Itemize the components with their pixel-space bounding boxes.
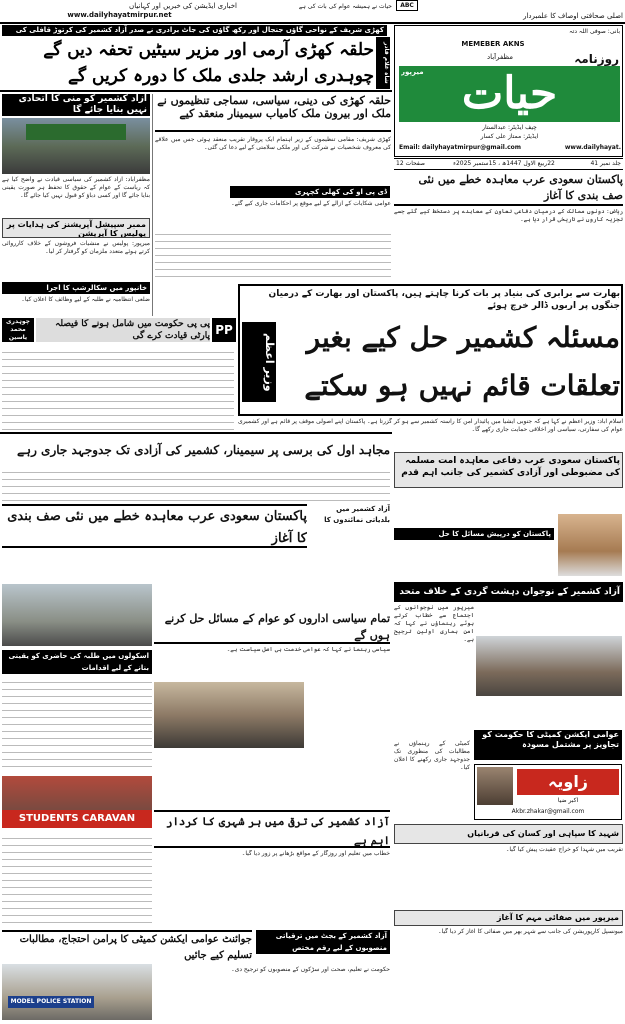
masthead-email[interactable]: Email: dailyhayatmirpur@gmail.com: [399, 144, 522, 151]
lead-kicker: بھارت سے برابری کی بنیاد پر بات کرنا چاہتے ہیں، پاکستان اور بھارت کے درمیان جنگوں پر اربوں ڈالر خرچ ہوئے: [268, 289, 620, 311]
abc-badge: ABC: [396, 0, 418, 11]
students-caravan-banner: STUDENTS CARAVAN: [2, 810, 152, 828]
banner-headline: حلقہ کھڑی آرمی اور مزیر سیٹیں تحفہ دیں گے چوہدری ارشد جلدی ملک کا دورہ کریں گے: [43, 40, 374, 86]
protest-photo: [2, 776, 152, 810]
police-station-photo: [2, 964, 152, 1020]
zavia-box: [474, 764, 622, 820]
left-story-2-headline: ممبر سپیشل آپریشنز کی ہدایات پر پولیس کا آپریشن: [2, 218, 150, 238]
right-story-3-headline: عوامی ایکشن کمیٹی کا حکومت کو تجاویز پر مشتمل مسودہ: [474, 730, 622, 760]
author-photo: [477, 767, 513, 805]
center-filler: [155, 228, 391, 280]
divider: [0, 432, 392, 434]
right-story-4-headline: شہید کا سپاہی اور کسان کی قربانیاں: [394, 824, 623, 844]
lead-story: [238, 284, 623, 416]
mid-lower-1-headline: تمام سیاسی اداروں کو عوام کے مسائل حل کرنے ہوں گے: [154, 610, 390, 644]
top-notice-left: اخباری ایڈیشن کی خبریں اور کہانیاں: [129, 2, 237, 10]
zavia-author: اکبر ضیا: [557, 797, 579, 804]
masthead-city2: مظفرآباد: [486, 53, 514, 61]
lead-headline-1: مسئلہ کشمیر حل کیے بغیر: [306, 321, 620, 354]
masthead-title-block: [399, 66, 620, 122]
dateline-date: 22ربیع الاول 1447ھ ، 15ستمبر 2025ء: [453, 160, 555, 167]
top-notice-middle: حیات نے ہمیشہ عوام کی بات کی ہے: [298, 3, 392, 10]
left-story-1-headline: آزاد کشمیر کو منی کا اتحادی نہیں بنایا جائے گا: [2, 94, 150, 116]
banner-side-tag: شاہ غلام قادر: [376, 37, 390, 89]
school-headline: اسکولوں میں طلبہ کی حاضری کو یقینی بنانے کے لیے اقدامات: [2, 650, 152, 674]
dateline-issue: جلد نمبر 41: [590, 160, 621, 167]
masthead-city: میرپور: [401, 68, 424, 76]
center-story-2-headline: ڈی پی او کی کھلی کچہری: [230, 186, 390, 198]
top-notice-right: اصلی صحافتی اوصاف کا علمبردار: [523, 12, 623, 20]
divider: [152, 94, 153, 316]
bottom-story-2-headline: میرپور میں صفائی مہم کا آغاز: [394, 910, 623, 926]
meeting-photo: [2, 118, 150, 174]
left-story-1-body: مظفرآباد: آزاد کشمیر کی سیاسی قیادت نے واضح کیا ہے کہ ریاست کے عوام کے حقوق کا تحفظ ہر صورت یقینی بنایا جائے گا اور کسی دباؤ کو قبول نہیں کیا جائے گا۔: [2, 176, 150, 199]
masthead-chief-editor: چیف ایڈیٹر: عبدالستار: [482, 124, 537, 131]
masthead-roznama: روزنامہ: [574, 52, 619, 66]
lower-left-headline: جوائنٹ عوامی ایکشن کمیٹی کا پرامن احتجاج، مطالبات تسلیم کیے جائیں: [2, 930, 252, 962]
divider: [0, 90, 392, 92]
crowd-photo: [476, 636, 622, 696]
mid-note-2: پاکستان کو درپیش مسائل کا حل: [394, 528, 554, 540]
masthead-web[interactable]: www.dailyhayat.: [564, 144, 621, 151]
center-story-1-headline: حلقہ کھڑی کی دینی، سیاسی، سماجی تنظیموں نے ملک اور بیرون ملک کامیاب سیمینار منعقد کیے: [155, 94, 391, 132]
top-url[interactable]: www.dailyhayatmirpur.net: [67, 11, 172, 19]
dateline: [394, 158, 623, 170]
bottom-story-1-body: حکومت نے تعلیم، صحت اور سڑکوں کے منصوبوں کو ترجیح دی۔: [231, 966, 390, 973]
left-story-3-headline: خانپور میں سکالرشپ کا اجرا: [2, 282, 150, 294]
lead-headline-2: تعلقات قائم نہیں ہو سکتے: [304, 369, 620, 402]
center-story-2-body: عوامی شکایات کے ازالے کے لیے موقع پر احکامات جاری کیے گئے۔: [231, 200, 391, 207]
left-story-3-body: ضلعی انتظامیہ نے طلبہ کے لیے وظائف کا اعلان کیا۔: [21, 296, 150, 303]
masthead: [394, 25, 623, 157]
banner-cloth: [26, 124, 126, 140]
left-story-2-body: میرپور: پولیس نے منشیات فروشوں کے خلاف کارروائی کرتے ہوئے متعدد ملزمان کو گرفتار کر لیا۔: [2, 240, 150, 255]
saudi-banner: پاکستان سعودی عرب دفاعی معاہدہ امت مسلمہ کی مضبوطی اور آزادی کشمیر کی جانب اہم قدم: [394, 452, 623, 488]
dateline-pages: صفحات 12: [396, 160, 426, 167]
pp-side: چوہدری محمد یاسین: [2, 318, 34, 342]
banner-kicker: کھڑی شریف کے نواحی گاؤں جنجال اور رکھ گاؤں کی جاٹ برادری نے صدر آزاد کشمیر کی کرتوڑ قافلی کی: [2, 25, 387, 36]
pp-headline: پی پی حکومت میں شامل ہونے کا فیصلہ پارٹی قیادت کرے گی: [36, 318, 210, 342]
lead-body: اسلام آباد: وزیر اعظم نے کہا ہے کہ جنوبی ایشیا میں پائیدار امن کا راستہ کشمیر سے ہو کر گزرتا ہے۔ پاکستان اپنے اصولی موقف پر قائم ہے اور کشمیری عوام کی سفارتی، سیاسی اور اخلاقی حمایت جاری رکھے گا۔: [238, 418, 623, 433]
mid-lower-2-headline: آزاد کشمیر کی ترقی میں ہر شہری کا کردار اہم ہے: [154, 810, 390, 848]
zavia-email[interactable]: Akbr.zhakar@gmail.com: [511, 808, 585, 815]
left-filler-3: [2, 676, 152, 772]
masthead-title: حیات: [461, 68, 558, 119]
right-story-3-body: کمیٹی کے رہنماؤں نے مطالبات کی منظوری تک جدوجہد جاری رکھنے کا اعلان کیا۔: [394, 740, 470, 771]
left-headline-2: مجاہد اول کی برسی پر سیمینار، کشمیر کی آزادی تک جدوجہد جاری رہے: [17, 443, 390, 457]
left-filler: [2, 346, 234, 430]
right-story-2-body: میرپور میں نوجوانوں کے اجتماع سے خطاب کرتے ہوئے رہنماؤں نے کہا کہ امن ہماری اولین ترجیح ہے۔: [394, 604, 474, 643]
mid-lower-2-body: خطاب میں تعلیم اور روزگار کے مواقع بڑھانے پر زور دیا گیا۔: [241, 850, 390, 857]
center-story-1-body: کھڑی شریف: مقامی تنظیموں کے زیر اہتمام ایک پروقار تقریب منعقد ہوئی جس میں علاقے کی معروف شخصیات نے شرکت کی اور ملکی سلامتی کے لیے دعا کی گئی۔: [155, 136, 391, 151]
mid-lower-1-body: سیاسی رہنما نے کہا کہ عوامی خدمت ہی اصل سیاست ہے۔: [226, 646, 390, 653]
lead-tag: وزیر اعظم: [242, 322, 276, 402]
right-story-1-headline: پاکستان سعودی عرب معاہدہ خطے میں نئی صف بندی کا آغاز: [394, 172, 623, 206]
pp-tag: PP: [212, 318, 236, 342]
masthead-editor: ایڈیٹر: ممتاز علی کسار: [480, 133, 539, 140]
bottom-story-2-body: میونسپل کارپوریشن کی جانب سے شہر بھر میں صفائی کا آغاز کر دیا گیا۔: [437, 928, 623, 935]
top-rule: [0, 22, 625, 24]
police-station-sign: MODEL POLICE STATION: [8, 996, 94, 1008]
masthead-member: MEMEBER AKNS: [461, 40, 525, 48]
right-story-4-body: تقریب میں شہدا کو خراج عقیدت پیش کیا گیا۔: [505, 846, 623, 853]
portrait-photo: [558, 514, 622, 576]
mid-note-1: آزاد کشمیر میں بلدیاتی نمائندوں کا: [324, 505, 390, 524]
meeting-photo-2: [2, 584, 152, 646]
saudi-headline-long: پاکستان سعودی عرب معاہدہ خطے میں نئی صف بندی کا آغاز: [2, 504, 307, 548]
group-photo: [154, 682, 304, 748]
right-story-1-body: ریاض: دونوں ممالک کے درمیان دفاعی تعاون کے معاہدے پر دستخط کیے گئے جسے تجزیہ کاروں نے تاریخی قرار دیا ہے۔: [394, 208, 623, 223]
zavia-label: زاویہ: [517, 769, 619, 795]
left-filler-2: [2, 466, 390, 502]
left-filler-4: [2, 832, 152, 926]
bottom-story-1-headline: آزاد کشمیر کے بجٹ میں ترقیاتی منصوبوں کے لیے رقم مختص: [256, 930, 390, 954]
masthead-founder: بانی: صوفی اللہ دتہ: [569, 28, 620, 35]
right-story-2-headline: آزاد کشمیر کے نوجوان دہشت گردی کے خلاف متحد: [394, 582, 623, 602]
